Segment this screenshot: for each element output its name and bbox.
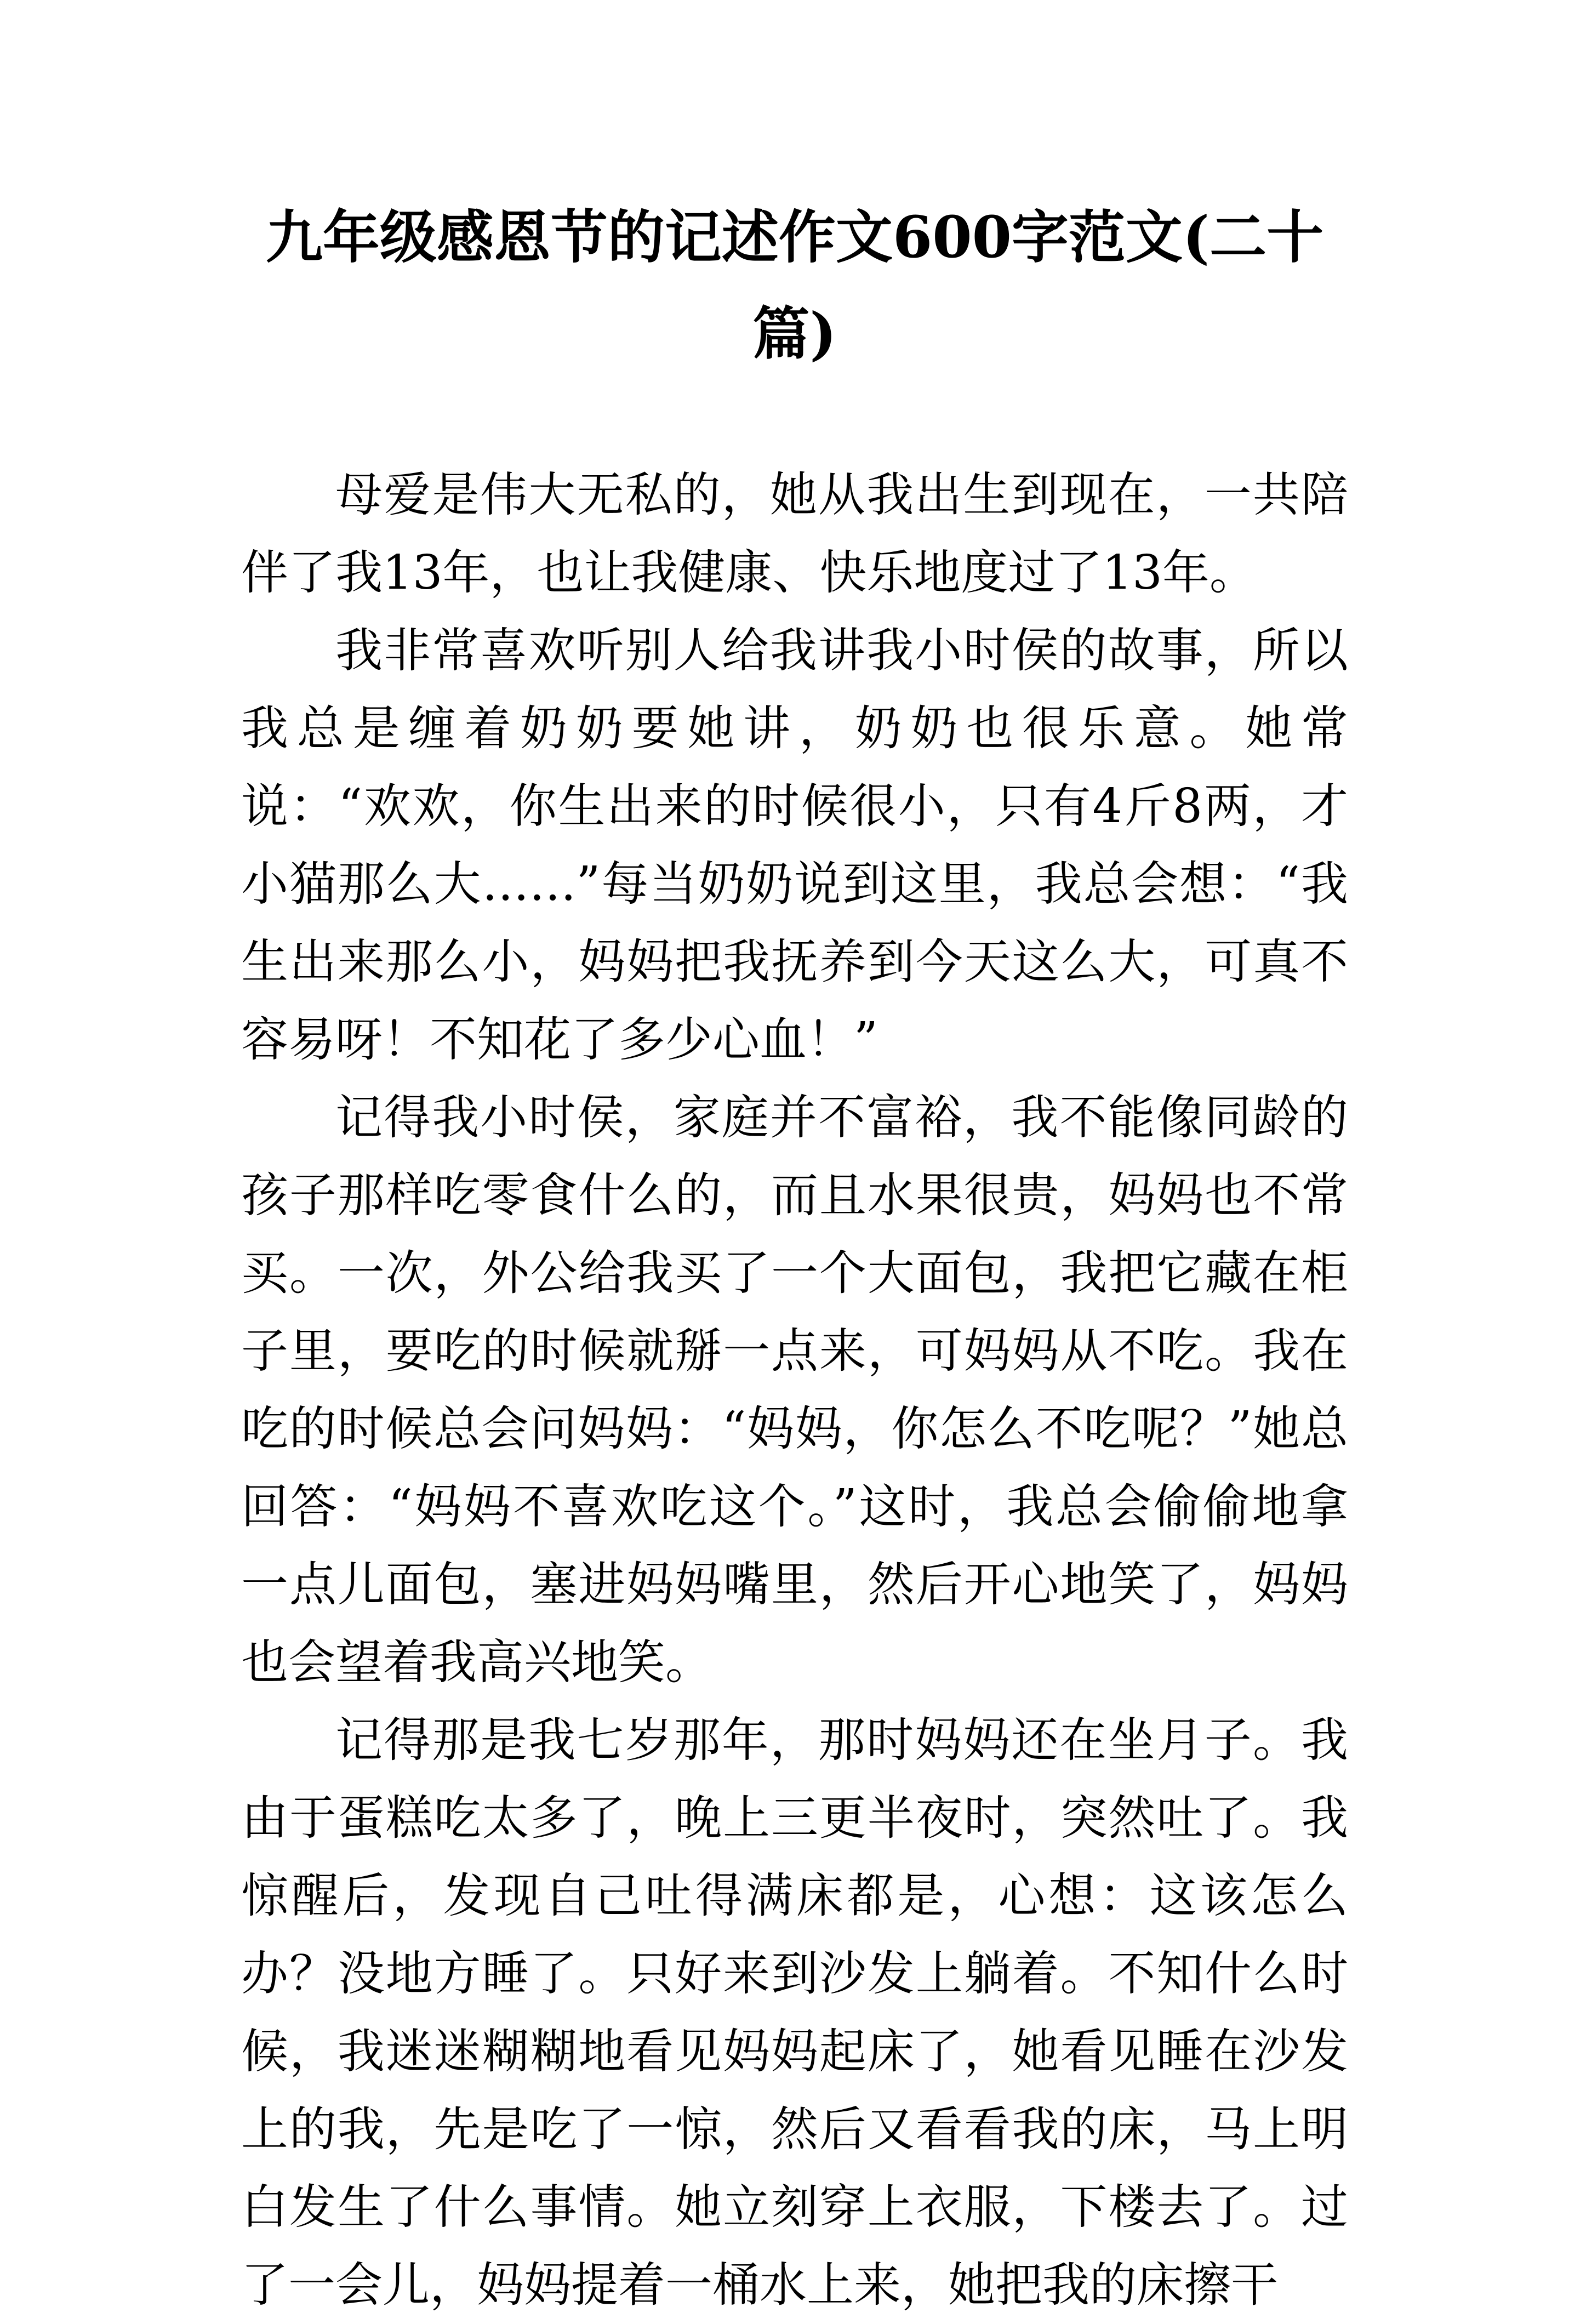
paragraph-4: 记得那是我七岁那年，那时妈妈还在坐月子。我由于蛋糕吃太多了，晚上三更半夜时，突然吐了。我惊醒后，发现自己吐得满床都是，心想：这该怎么办？没地方睡了。只好来到沙发上躺着。不知什么时候，我迷迷糊糊地看见妈妈起床了，她看见睡在沙发上的我，先是吃了一惊，然后又看看我的床，马上明白发生了什么事情。她立刻穿上衣服，下楼去了。过了一会儿，妈妈提着一桶水上来，她把我的床擦干 bbox=[241, 1713, 1348, 2312]
document-title: 九年级感恩节的记述作文600字范文(二十篇) bbox=[265, 203, 1324, 367]
paragraph-3: 记得我小时侯，家庭并不富裕，我不能像同龄的孩子那样吃零食什么的，而且水果很贵，妈妈也不常买。一次，外公给我买了一个大面包，我把它藏在柜子里，要吃的时候就掰一点来，可妈妈从不吃。我在吃的时候总会问妈妈：“妈妈，你怎么不吃呢？”她总回答：“妈妈不喜欢吃这个。”这时，我总会偷偷地拿一点儿面包，塞进妈妈嘴里，然后开心地笑了，妈妈也会望着我高兴地笑。 bbox=[241, 1090, 1348, 1690]
document-body bbox=[241, 456, 1348, 2324]
paragraph-1: 母爱是伟大无私的，她从我出生到现在，一共陪伴了我13年，也让我健康、快乐地度过了13年。 bbox=[241, 468, 1348, 600]
paragraph-2: 我非常喜欢听别人给我讲我小时侯的故事，所以我总是缠着奶奶要她讲，奶奶也很乐意。她常说：“欢欢，你生出来的时候很小，只有4斤8两，才小猫那么大……”每当奶奶说到这里，我总会想：“我生出来那么小，妈妈把我抚养到今天这么大，可真不容易呀！不知花了多少心血！” bbox=[241, 623, 1348, 1067]
